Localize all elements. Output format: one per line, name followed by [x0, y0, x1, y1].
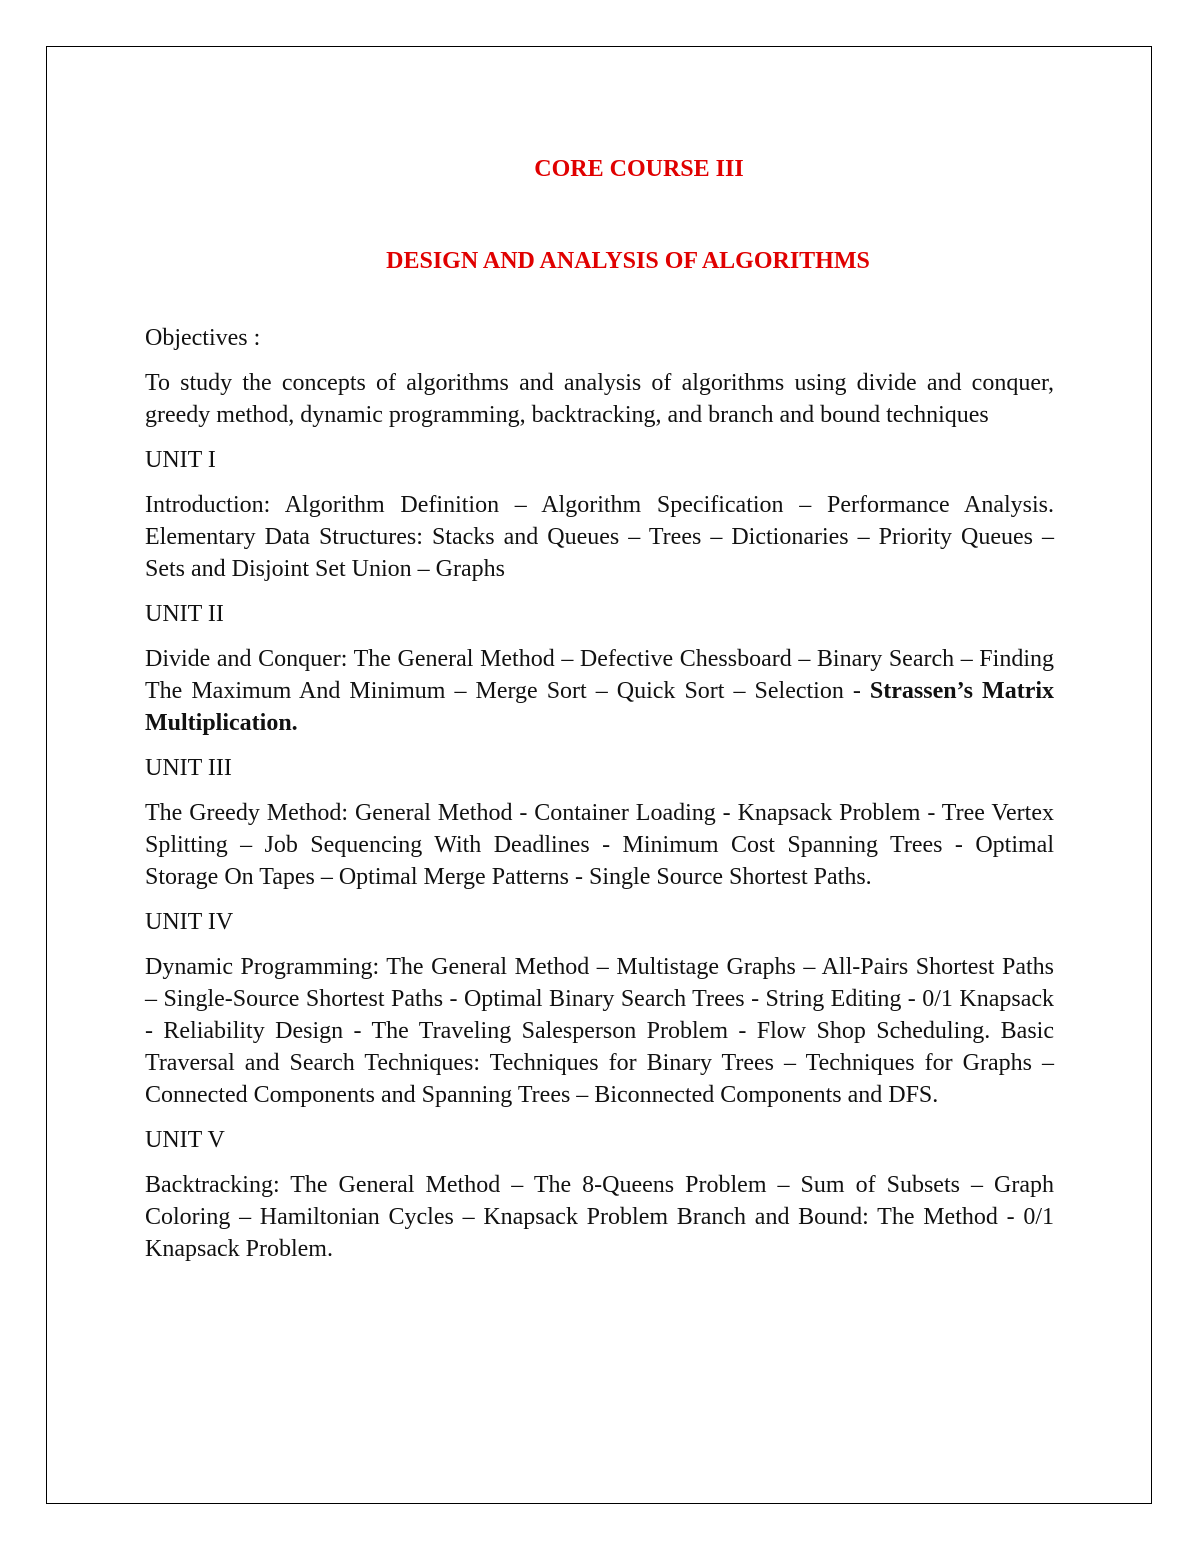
unit-text: The Greedy Method: General Method - Container Loading - Knapsack Problem - Tree Vertex Splitting – Job Sequencing With Deadlines - Minimum Cost Spanning Trees - Optimal Storage On Tapes – Optimal Merge Patterns - Single Source Shortest Paths. — [145, 800, 1054, 890]
syllabus-content — [145, 150, 1054, 1278]
unit-section-5 — [145, 1124, 1054, 1265]
objectives-text: To study the concepts of algorithms and analysis of algorithms using divide and conquer, greedy method, dynamic programming, backtracking, and branch and bound techniques — [145, 370, 1054, 428]
unit-bold-text: Strassen’s Matrix Multiplication. — [145, 678, 1055, 736]
unit-section-1 — [145, 444, 1054, 585]
unit-section-3 — [145, 752, 1054, 893]
subject-title: DESIGN AND ANALYSIS OF ALGORITHMS — [386, 248, 870, 274]
unit-text: Introduction: Algorithm Definition – Algorithm Specification – Performance Analysis. Elementary Data Structures: Stacks and Queues – Trees – Dictionaries – Priority Queues – Sets and Disjoint Set Union – Graphs — [145, 492, 1054, 582]
course-label: CORE COURSE III — [534, 156, 744, 182]
unit-section-2 — [145, 598, 1054, 739]
unit-label: UNIT I — [145, 447, 216, 473]
unit-label: UNIT V — [145, 1127, 225, 1153]
unit-label: UNIT III — [145, 755, 232, 781]
unit-label: UNIT II — [145, 601, 224, 627]
unit-text: Dynamic Programming: The General Method – Multistage Graphs – All-Pairs Shortest Paths – Single-Source Shortest Paths - Optimal Binary Search Trees - String Editing - 0/1 Knapsack - Reliability Design - The Traveling Salesperson Problem - Flow Shop Scheduling. Basic Traversal and Search Techniques: Techniques for Binary Trees – Techniques for Graphs – Connected Components and Spanning Trees – Biconnected Components and DFS. — [145, 954, 1054, 1108]
unit-label: UNIT IV — [145, 909, 234, 935]
unit-text-with-bold — [145, 643, 1054, 739]
objectives-label: Objectives : — [145, 325, 261, 351]
unit-text: Divide and Conquer: The General Method – Defective Chessboard – Binary Search – Finding The Maximum And Minimum – Merge Sort – Quick Sort – Selection - — [145, 646, 1054, 704]
unit-text: Backtracking: The General Method – The 8-Queens Problem – Sum of Subsets – Graph Coloring – Hamiltonian Cycles – Knapsack Problem Branch and Bound: The Method - 0/1 Knapsack Problem. — [145, 1172, 1054, 1262]
unit-section-4 — [145, 906, 1054, 1111]
